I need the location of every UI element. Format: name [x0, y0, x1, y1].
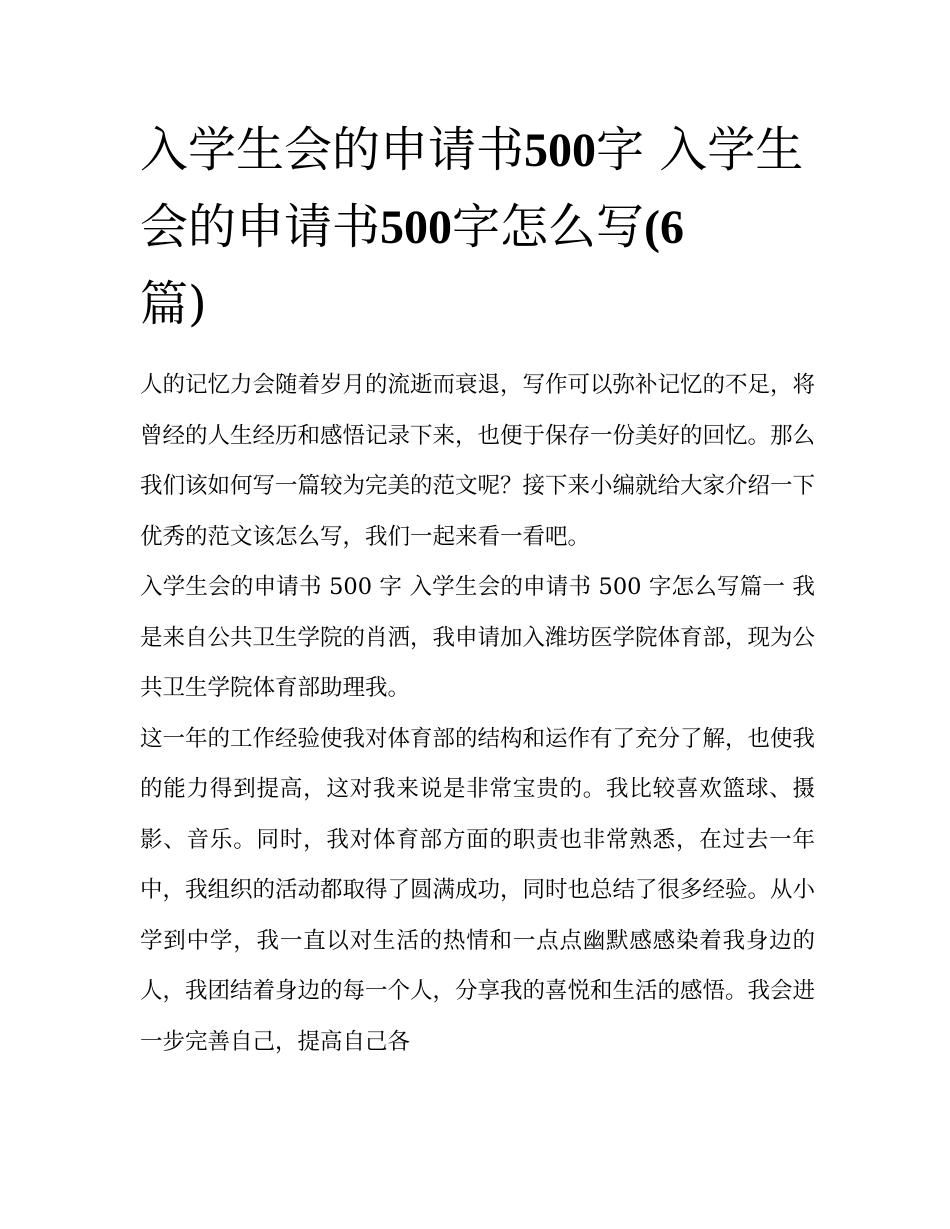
document-body [140, 360, 815, 1067]
body-paragraph: 入学生会的申请书 500 字 入学生会的申请书 500 字怎么写篇一 我是来自公共卫生学院的肖洒，我申请加入潍坊医学院体育部，现为公共卫生学院体育部助理我。 [140, 574, 816, 701]
intro-paragraph: 人的记忆力会随着岁月的流逝而衰退，写作可以弥补记忆的不足，将曾经的人生经历和感悟记录下来，也便于保存一份美好的回忆。那么我们该如何写一篇较为完美的范文呢？接下来小编就给大家介绍一下优秀的范文该怎么写，我们一起来看一看吧。 [140, 372, 816, 550]
title-part: 入学生会的申请书 [140, 122, 525, 178]
document-page [140, 112, 815, 1067]
title-part-count: (6 [644, 201, 685, 254]
title-part: 篇) [140, 276, 207, 332]
title-part-number: 500 [524, 124, 597, 177]
title-part-number: 500 [380, 201, 453, 254]
title-part: 字 入学生会的申请书 [140, 122, 804, 255]
document-title [140, 112, 815, 342]
body-paragraph: 这一年的工作经验使我对体育部的结构和运作有了充分了解，也使我的能力得到提高，这对我来说是非常宝贵的。我比较喜欢篮球、摄影、音乐。同时，我对体育部方面的职责也非常熟悉，在过去一年中，我组织的活动都取得了圆满成功，同时也总结了很多经验。从小学到中学，我一直以对生活的热情和一点点幽默感感染着我身边的人，我团结着身边的每一个人，分享我的喜悦和生活的感悟。我会进一步完善自己，提高自己各 [140, 725, 816, 1055]
title-part: 字怎么写 [452, 199, 645, 255]
